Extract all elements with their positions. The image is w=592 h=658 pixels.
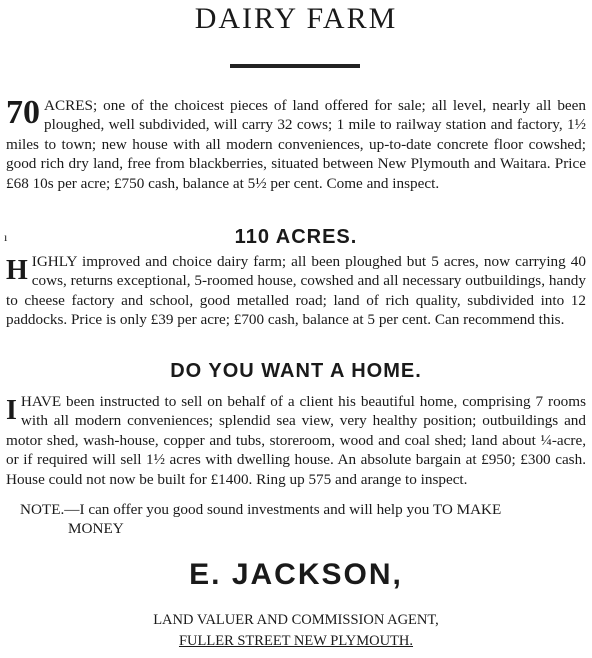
agent-title: LAND VALUER AND COMMISSION AGENT, <box>153 612 439 628</box>
note-money: MONEY <box>68 520 124 538</box>
listing-110-acres <box>6 252 586 330</box>
dropcap-i: I <box>6 395 17 426</box>
title-rule <box>230 64 360 68</box>
dropcap-70: 70 <box>6 94 40 131</box>
note-paragraph <box>20 500 586 539</box>
listing-110-acres-text: IGHLY improved and choice dairy farm; all been ploughed but 5 acres, now carrying 40 cows, returns exceptional, 5-roomed house, cowshed and all necessary outbuildings, handy to cheese factory and school, good metalled road; land of rich quality, subdivided into 12 paddocks. Price is only £39 per acre; £700 cash, balance at 5 per cent. Can recommend this. <box>6 253 586 329</box>
heading-110-acres: 110 ACRES. <box>234 226 358 248</box>
print-mark: ı <box>4 230 8 244</box>
agent-name: E. JACKSON, <box>189 558 403 591</box>
listing-dairy-farm <box>6 96 586 193</box>
listing-home-text: HAVE been instructed to sell on behalf of a client his beautiful home, comprising 7 rooms with all modern conveniences; splendid sea view, very healthy position; outbuildings and motor shed, wash-house, copper and tubs, storeroom, wood and coal shed; land about ¼-acre, or if required will sell 1½ acres with dwelling house. An absolute bargain at £950; £300 cash. House could not now be built for £1400. Ring up 575 and arange to inspect. <box>6 393 586 488</box>
agent-address: FULLER STREET NEW PLYMOUTH. <box>178 633 414 649</box>
listing-home <box>6 392 586 489</box>
heading-want-a-home: DO YOU WANT A HOME. <box>170 360 422 382</box>
ad-title: DAIRY FARM <box>194 2 398 35</box>
note-text: NOTE.—I can offer you good sound investments and will help you TO MAKE <box>20 501 502 518</box>
dropcap-h: H <box>6 255 28 286</box>
listing-dairy-farm-text: ACRES; one of the choicest pieces of land offered for sale; all level, nearly all been ploughed, well subdivided, will carry 32 cows; 1 mile to railway station and factory, 1½ miles to town; new house with all modern conveniences, up-to-date concrete floor cowshed; good rich dry land, free from blackberries, situated between New Plymouth and Waitara. Price £68 10s per acre; £750 cash, balance at 5½ per cent. Come and inspect. <box>6 97 586 192</box>
